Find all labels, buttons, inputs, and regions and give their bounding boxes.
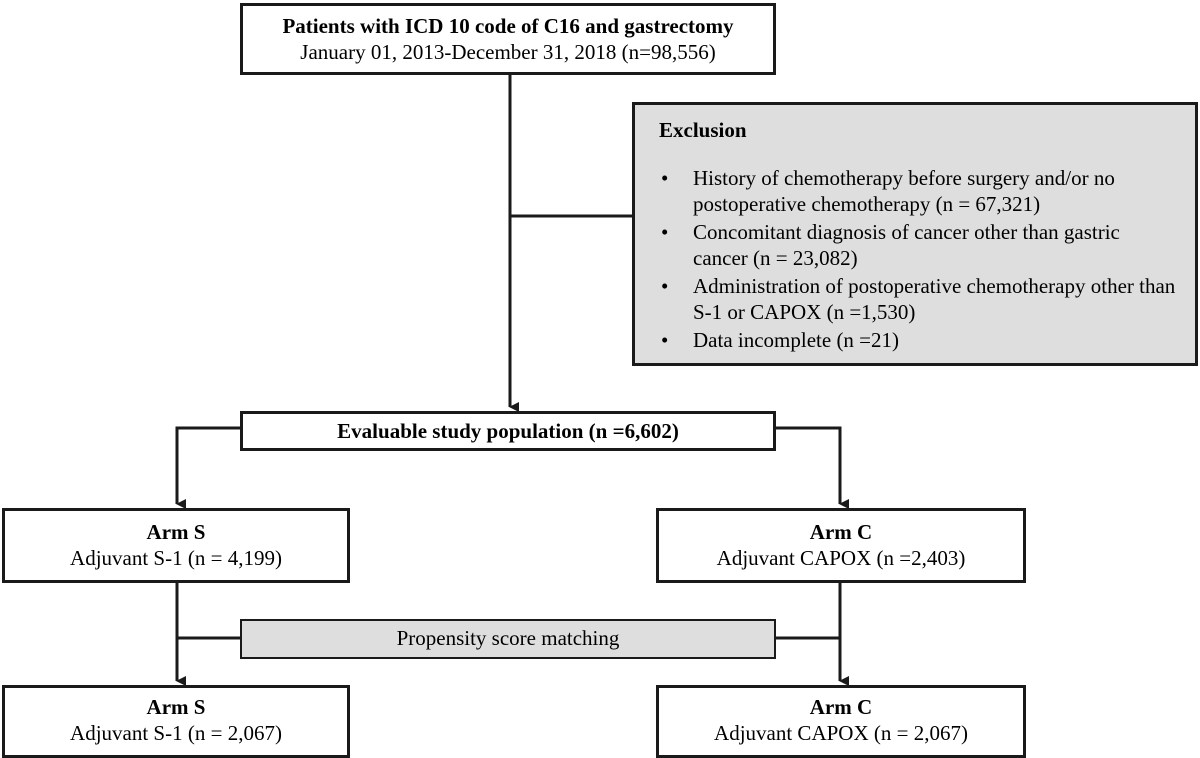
exclusion-item bbox=[659, 165, 1177, 217]
split-left-line bbox=[177, 428, 240, 504]
exclusion-item bbox=[659, 219, 1177, 271]
source-population-title: Patients with ICD 10 code of C16 and gastrectomy bbox=[282, 14, 734, 38]
exclusion-item-text: Concomitant diagnosis of cancer other than gastric cancer (n = 23,082) bbox=[693, 220, 1120, 270]
source-population-subtitle: January 01, 2013-December 31, 2018 (n=98,556) bbox=[300, 40, 716, 64]
exclusion-list bbox=[659, 165, 1177, 353]
arm-s-after-detail: Adjuvant S-1 (n = 2,067) bbox=[70, 721, 282, 745]
bullet-icon: • bbox=[661, 220, 669, 244]
arm-c-before-box bbox=[656, 508, 1026, 583]
exclusion-box bbox=[632, 102, 1198, 366]
exclusion-item-text: Administration of postoperative chemotherapy other than S-1 or CAPOX (n =1,530) bbox=[693, 274, 1176, 324]
exclusion-title: Exclusion bbox=[659, 118, 747, 142]
evaluable-population-label: Evaluable study population (n =6,602) bbox=[337, 419, 679, 443]
arm-c-after-box bbox=[656, 685, 1026, 758]
propensity-matching-label: Propensity score matching bbox=[396, 626, 620, 650]
propensity-matching-box bbox=[240, 619, 776, 659]
exclusion-item bbox=[659, 273, 1177, 325]
arm-s-after-title: Arm S bbox=[146, 695, 206, 719]
arm-s-before-detail: Adjuvant S-1 (n = 4,199) bbox=[70, 546, 282, 570]
arm-c-after-detail: Adjuvant CAPOX (n = 2,067) bbox=[714, 721, 968, 745]
bullet-icon: • bbox=[661, 328, 669, 352]
arm-c-before-detail: Adjuvant CAPOX (n =2,403) bbox=[716, 546, 966, 570]
arm-s-before-title: Arm S bbox=[146, 520, 206, 544]
exclusion-item bbox=[659, 327, 1177, 353]
arm-c-after-title: Arm C bbox=[809, 695, 873, 719]
source-population-box bbox=[240, 3, 776, 75]
arm-s-after-box bbox=[2, 685, 350, 758]
bullet-icon: • bbox=[661, 166, 669, 190]
evaluable-population-box bbox=[240, 411, 776, 451]
exclusion-item-text: History of chemotherapy before surgery and/or no postoperative chemotherapy (n = 67,321) bbox=[693, 166, 1115, 216]
split-right-line bbox=[776, 428, 840, 504]
arm-s-before-box bbox=[2, 508, 350, 583]
bullet-icon: • bbox=[661, 274, 669, 298]
arm-c-before-title: Arm C bbox=[809, 520, 873, 544]
exclusion-item-text: Data incomplete (n =21) bbox=[693, 328, 900, 352]
